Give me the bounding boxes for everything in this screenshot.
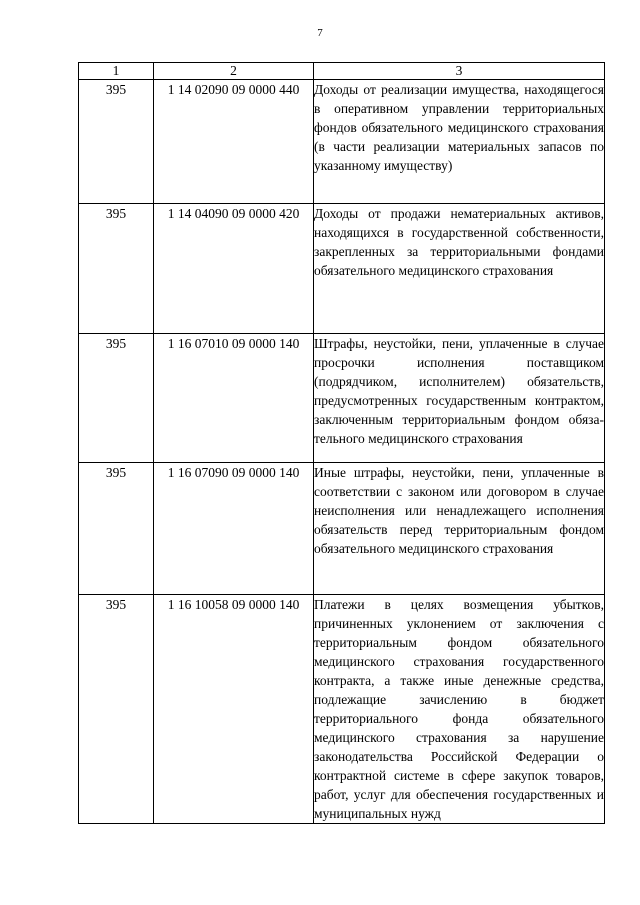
income-description-cell: Иные штрафы, неустойки, пени, уплаченные в соответствии с законом или договором в случае неисполнения или ненадлежащего исполнения обязательств перед территориальным фондом обязательного медицинского страхования (314, 463, 605, 595)
column-header-2: 2 (154, 63, 314, 80)
column-header-1: 1 (79, 63, 154, 80)
page-number: 7 (317, 27, 323, 39)
income-description-cell: Доходы от продажи нематериальных активов, находящихся в государственной собственности, закрепленных за территориальными фондами обязательного медицинского страхования (314, 204, 605, 334)
table-row (79, 334, 605, 463)
table-row (79, 204, 605, 334)
budget-classification-code-cell: 1 16 07010 09 0000 140 (154, 334, 314, 463)
admin-code-cell: 395 (79, 80, 154, 204)
admin-code-cell: 395 (79, 334, 154, 463)
admin-code-cell: 395 (79, 595, 154, 824)
income-description-cell: Доходы от реализации имущества, находящегося в оперативном управлении территориальных фондов обязательного медицинского страхования (в части реализации материальных запасов по указанному имуществу) (314, 80, 605, 204)
income-description-cell: Платежи в целях возмещения убытков, причиненных уклонением от заключения с территориальным фондом обязательного медицинского страхования государственного контракта, а также иные денежные средства, подлежащие зачислению в бюджет территориального фонда обязательного медицинского страхования за нарушение законодательства Российской Федерации о контрактной системе в сфере закупок товаров, работ, услуг для обеспечения государственных и муниципальных нужд (314, 595, 605, 824)
budget-classification-code-cell: 1 14 04090 09 0000 420 (154, 204, 314, 334)
budget-classification-code-cell: 1 14 02090 09 0000 440 (154, 80, 314, 204)
table-header-row (79, 63, 605, 80)
budget-codes-table (78, 62, 605, 824)
admin-code-cell: 395 (79, 463, 154, 595)
table-row (79, 595, 605, 824)
column-header-3: 3 (314, 63, 605, 80)
table-row (79, 80, 605, 204)
admin-code-cell: 395 (79, 204, 154, 334)
budget-classification-code-cell: 1 16 10058 09 0000 140 (154, 595, 314, 824)
budget-classification-code-cell: 1 16 07090 09 0000 140 (154, 463, 314, 595)
table-row (79, 463, 605, 595)
income-description-cell: Штрафы, неустойки, пени, уплаченные в случае просрочки исполнения поставщиком (подрядчиком, исполнителем) обязательств, предусмотренных государственным контрактом, заключенным территориальным фондом обязательного медицинского страхования (314, 334, 605, 463)
